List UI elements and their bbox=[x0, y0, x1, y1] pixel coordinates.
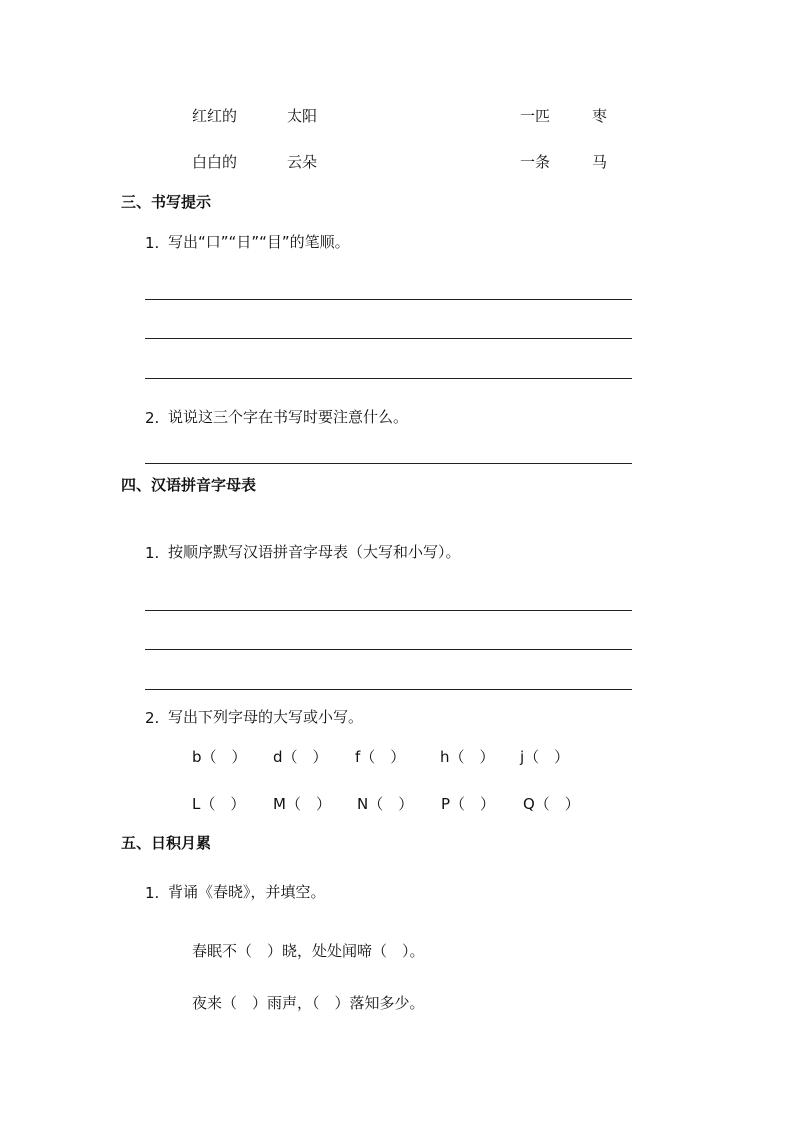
match-row2-adjective: 白白的 bbox=[192, 153, 238, 171]
section4-q1-number: 1. bbox=[145, 544, 160, 562]
section3-q1-text: 写出“口”“日”“目”的笔顺。 bbox=[168, 233, 350, 251]
answer-line[interactable] bbox=[145, 463, 632, 464]
section4-q1-text: 按顺序默写汉语拼音字母表（大写和小写）。 bbox=[168, 543, 461, 561]
answer-line[interactable] bbox=[145, 378, 632, 379]
letter-blank[interactable]: f（ ） bbox=[355, 748, 406, 766]
poem-line-2[interactable]: 夜来（ ）雨声，（ ）落知多少。 bbox=[192, 994, 425, 1012]
letter-blank[interactable]: b（ ） bbox=[192, 748, 247, 766]
section4-title: 四、汉语拼音字母表 bbox=[121, 476, 257, 494]
match-row2-measure: 一条 bbox=[520, 153, 551, 171]
letter-blank[interactable]: j（ ） bbox=[520, 748, 570, 766]
section3-q1-number: 1. bbox=[145, 234, 160, 252]
section3-q2-text: 说说这三个字在书写时要注意什么。 bbox=[168, 408, 409, 426]
letter-blank[interactable]: N（ ） bbox=[357, 795, 414, 813]
answer-line[interactable] bbox=[145, 649, 632, 650]
letter-blank[interactable]: Q（ ） bbox=[523, 795, 580, 813]
match-row2-object: 马 bbox=[592, 153, 608, 171]
section3-title: 三、书写提示 bbox=[121, 193, 212, 211]
match-row1-adjective: 红红的 bbox=[192, 107, 238, 125]
poem-line-1[interactable]: 春眠不（ ）晓，处处闻啼（ ）。 bbox=[192, 942, 425, 960]
letter-blank[interactable]: h（ ） bbox=[440, 748, 495, 766]
match-row1-object: 枣 bbox=[592, 107, 608, 125]
section4-q2-text: 写出下列字母的大写或小写。 bbox=[168, 708, 364, 726]
answer-line[interactable] bbox=[145, 338, 632, 339]
match-row1-noun: 太阳 bbox=[287, 107, 318, 125]
match-row2-noun: 云朵 bbox=[287, 153, 318, 171]
letter-blank[interactable]: P（ ） bbox=[441, 795, 496, 813]
letter-blank[interactable]: M（ ） bbox=[273, 795, 331, 813]
letter-blank[interactable]: d（ ） bbox=[273, 748, 328, 766]
section5-q1-text: 背诵《春晓》，并填空。 bbox=[168, 883, 326, 901]
letter-blank[interactable]: L（ ） bbox=[192, 795, 246, 813]
section3-q2-number: 2. bbox=[145, 409, 160, 427]
section5-q1-number: 1. bbox=[145, 884, 160, 902]
section4-q2-number: 2. bbox=[145, 709, 160, 727]
answer-line[interactable] bbox=[145, 610, 632, 611]
answer-line[interactable] bbox=[145, 689, 632, 690]
section5-title: 五、日积月累 bbox=[121, 834, 212, 852]
answer-line[interactable] bbox=[145, 299, 632, 300]
match-row1-measure: 一匹 bbox=[520, 107, 551, 125]
